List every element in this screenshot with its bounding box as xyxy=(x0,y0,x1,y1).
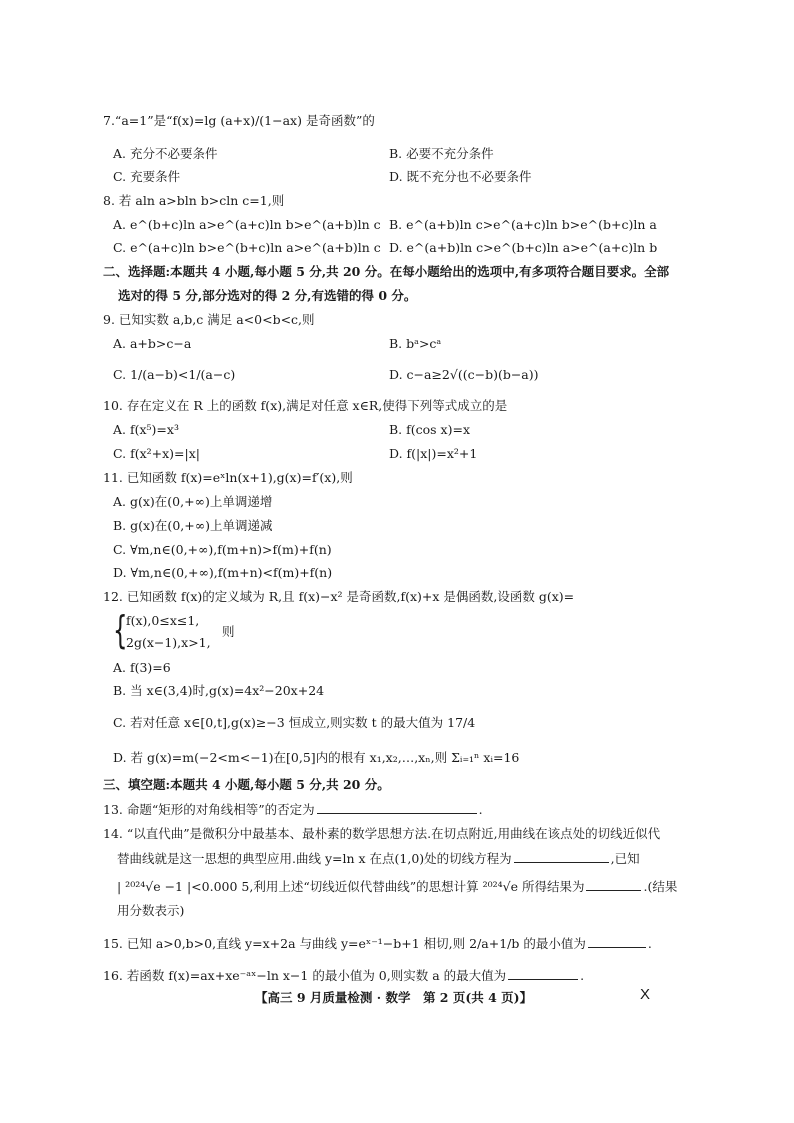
q12-piece-1: f(x),0≤x≤1, xyxy=(126,613,200,628)
q8-stem: 8. 若 aln a>bln b>cln c=1,则 xyxy=(103,193,285,208)
q10-option-a: A. f(x⁵)=x³ xyxy=(113,422,179,437)
q9-option-a: A. a+b>c−a xyxy=(113,336,192,351)
q14-line-2-text: 替曲线就是这一思想的典型应用.曲线 y=ln x 在点(1,0)处的切线方程为 xyxy=(117,851,512,866)
q9-option-d: D. c−a≥2√((c−b)(b−a)) xyxy=(389,367,539,382)
q14-answer-blank-2 xyxy=(586,877,641,891)
q12-option-b: B. 当 x∈(3,4)时,g(x)=4x²−20x+24 xyxy=(113,683,325,698)
q10-option-b: B. f(cos x)=x xyxy=(389,422,470,437)
q14-line-3-end: .(结果 xyxy=(643,879,678,894)
q7-option-d: D. 既不充分也不必要条件 xyxy=(389,169,532,184)
q16-text: 16. 若函数 f(x)=ax+xe⁻ᵃˣ−ln x−1 的最小值为 0,则实数 a 的最大值为 xyxy=(103,968,507,983)
q7-option-a: A. 充分不必要条件 xyxy=(113,146,218,161)
q15-end: . xyxy=(647,936,652,951)
q14-line-3 xyxy=(117,877,677,896)
q15-text: 15. 已知 a>0,b>0,直线 y=x+2a 与曲线 y=eˣ⁻¹−b+1 相切,则 2/a+1/b 的最小值为 xyxy=(103,936,586,951)
section-3-heading: 三、填空题:本题共 4 小题,每小题 5 分,共 20 分。 xyxy=(103,777,390,792)
q9-option-b: B. bᵃ>cᵃ xyxy=(389,336,442,351)
q8-option-b: B. e^(a+b)ln c>e^(a+c)ln b>e^(b+c)ln a xyxy=(389,217,657,232)
q12-option-d: D. 若 g(x)=m(−2<m<−1)在[0,5]内的根有 x₁,x₂,…,xₙ,则 Σᵢ₌₁ⁿ xᵢ=16 xyxy=(113,750,520,765)
q12-option-c: C. 若对任意 x∈[0,t],g(x)≥−3 恒成立,则实数 t 的最大值为 17/4 xyxy=(113,715,476,730)
page-mark: X xyxy=(640,986,651,1003)
q8-option-d: D. e^(a+b)ln c>e^(b+c)ln a>e^(a+c)ln b xyxy=(389,240,658,255)
q11-option-a: A. g(x)在(0,+∞)上单调递增 xyxy=(113,494,273,509)
q11-option-b: B. g(x)在(0,+∞)上单调递减 xyxy=(113,518,273,533)
q14-line-4: 用分数表示) xyxy=(117,903,185,918)
q8-option-a: A. e^(b+c)ln a>e^(a+c)ln b>e^(a+b)ln c xyxy=(113,217,381,232)
q12-stem: 12. 已知函数 f(x)的定义域为 R,且 f(x)−x² 是奇函数,f(x)+x 是偶函数,设函数 g(x)= xyxy=(103,589,575,604)
q12-option-a: A. f(3)=6 xyxy=(113,660,171,675)
q13-end: . xyxy=(478,802,483,817)
q13-line xyxy=(103,800,483,819)
q7-option-b: B. 必要不充分条件 xyxy=(389,146,494,161)
q11-option-d: D. ∀m,n∈(0,+∞),f(m+n)<f(m)+f(n) xyxy=(113,565,333,580)
page-footer: 【高三 9 月质量检测 · 数学 第 2 页(共 4 页)】 xyxy=(255,990,533,1005)
q16-end: . xyxy=(580,968,585,983)
q13-answer-blank xyxy=(317,800,477,814)
section-2-heading: 二、选择题:本题共 4 小题,每小题 5 分,共 20 分。在每小题给出的选项中,有多项符合题目要求。全部 xyxy=(103,264,670,279)
q12-then: 则 xyxy=(222,624,235,639)
q15-answer-blank xyxy=(588,934,646,948)
q14-line-3-text: | ²⁰²⁴√e −1 |<0.000 5,利用上述“切线近似代替曲线”的思想计算 ²⁰²⁴√e 所得结果为 xyxy=(117,879,585,894)
piecewise-brace: { xyxy=(113,608,128,652)
q13-text: 13. 命题“矩形的对角线相等”的否定为 xyxy=(103,802,315,817)
q16-answer-blank xyxy=(508,966,578,980)
q10-option-d: D. f(|x|)=x²+1 xyxy=(389,446,478,461)
q14-line-2 xyxy=(117,849,640,868)
section-2-heading-cont: 选对的得 5 分,部分选对的得 2 分,有选错的得 0 分。 xyxy=(118,288,417,303)
q14-answer-blank-1 xyxy=(514,849,609,863)
q14-line-2-end: ,已知 xyxy=(610,851,640,866)
q7-option-c: C. 充要条件 xyxy=(113,169,181,184)
q11-option-c: C. ∀m,n∈(0,+∞),f(m+n)>f(m)+f(n) xyxy=(113,542,332,557)
q10-option-c: C. f(x²+x)=|x| xyxy=(113,446,200,461)
q7-stem: 7.“a=1”是“f(x)=lg (a+x)/(1−ax) 是奇函数”的 xyxy=(103,113,375,128)
q12-piece-2: 2g(x−1),x>1, xyxy=(126,635,211,650)
q9-stem: 9. 已知实数 a,b,c 满足 a<0<b<c,则 xyxy=(103,312,315,327)
q9-option-c: C. 1/(a−b)<1/(a−c) xyxy=(113,367,236,382)
q8-option-c: C. e^(a+c)ln b>e^(b+c)ln a>e^(a+b)ln c xyxy=(113,240,381,255)
q10-stem: 10. 存在定义在 R 上的函数 f(x),满足对任意 x∈R,使得下列等式成立的是 xyxy=(103,398,508,413)
q15-line xyxy=(103,934,652,953)
q14-line-1: 14. “以直代曲”是微积分中最基本、最朴素的数学思想方法.在切点附近,用曲线在该点处的切线近似代 xyxy=(103,826,661,841)
q16-line xyxy=(103,966,584,985)
q11-stem: 11. 已知函数 f(x)=eˣln(x+1),g(x)=f′(x),则 xyxy=(103,470,353,485)
